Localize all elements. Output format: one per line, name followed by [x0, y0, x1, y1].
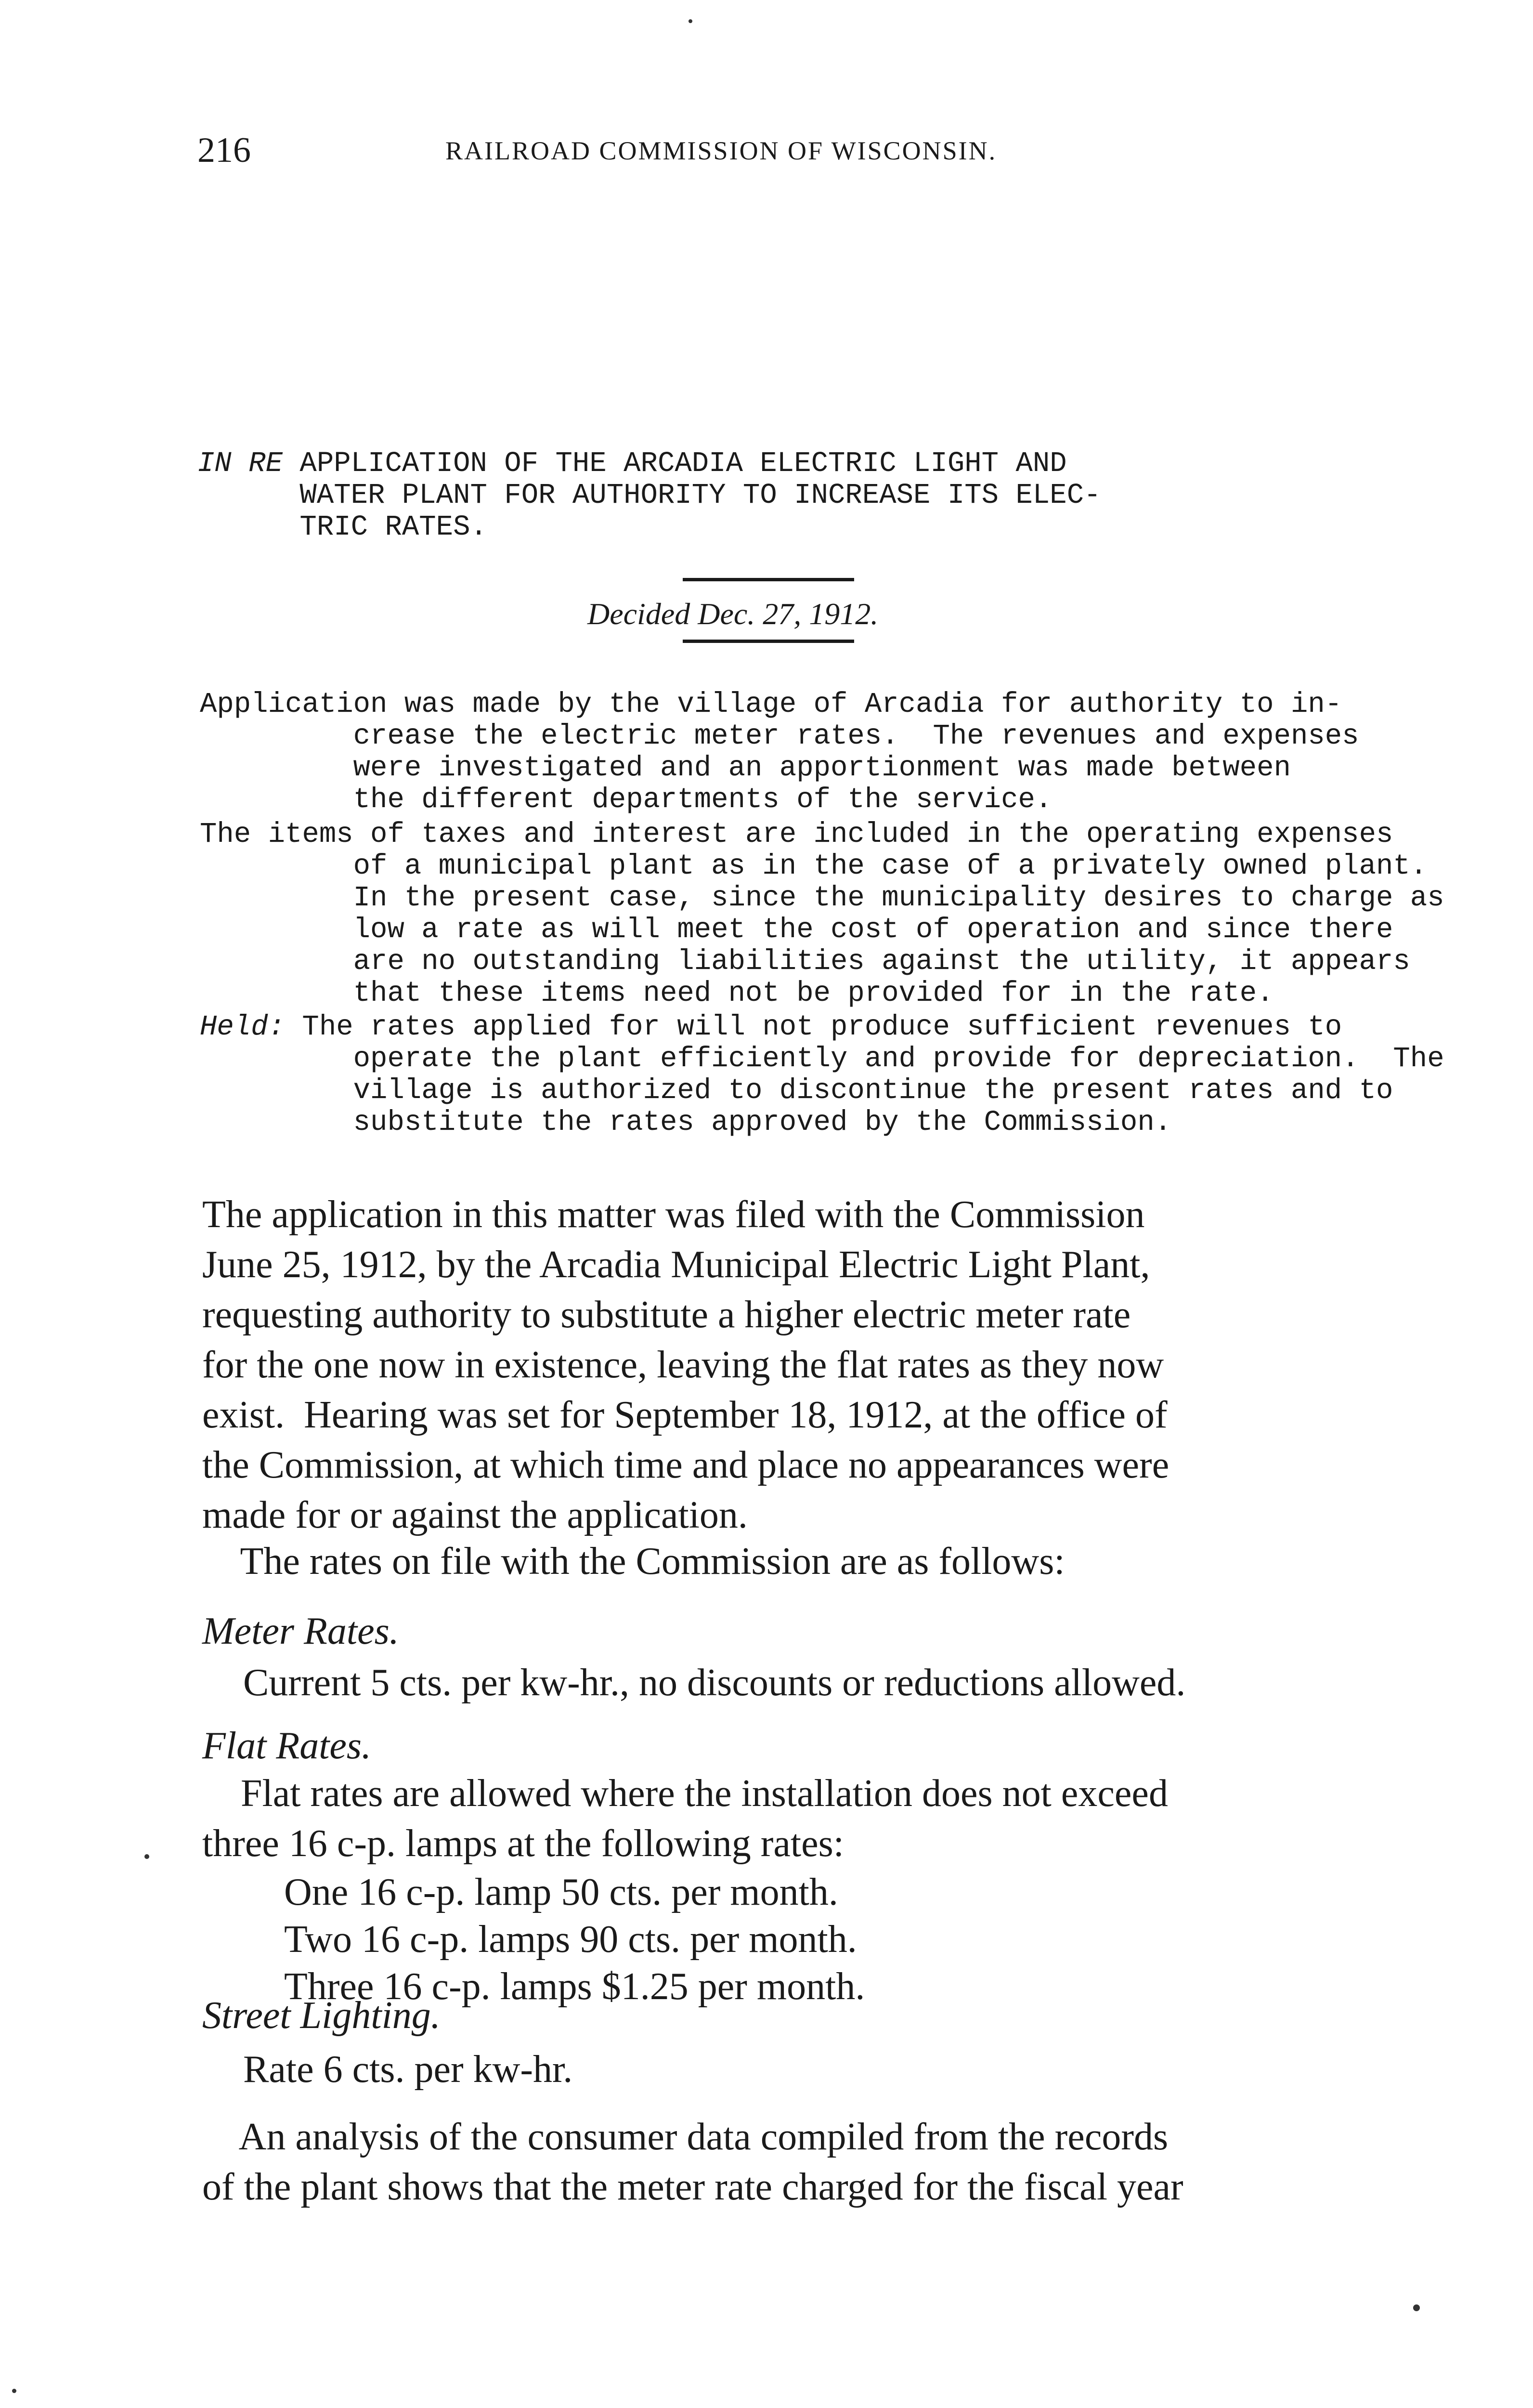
running-title: RAILROAD COMMISSION OF WISCONSIN.	[445, 136, 997, 165]
paragraph-last: An analysis of the consumer data compiled from the records of the plant shows that the meter rate charged for the fiscal year	[202, 2116, 1183, 2208]
headnote-1: Application was made by the village of Arcadia for authority to in- crease the electric meter rates. The revenues and expenses were investigated and an apportionment was made between the different departments of the service.	[200, 688, 1359, 816]
case-title-line2: WATER PLANT FOR AUTHORITY TO INCREASE ITS ELEC-	[197, 479, 1101, 511]
meter-rates-heading: Meter Rates.	[202, 1610, 399, 1652]
scan-speck	[1413, 2304, 1420, 2311]
paragraph-2: The rates on file with the Commission are as follows:	[202, 1540, 1065, 1583]
case-title-line3: TRIC RATES.	[197, 511, 487, 543]
flat-rates-intro: Flat rates are allowed where the installation does not exceed three 16 c-p. lamps at the following rates:	[202, 1772, 1168, 1865]
page-number: 216	[197, 131, 251, 170]
scan-speck	[144, 1854, 149, 1859]
street-lighting-heading: Street Lighting.	[202, 1994, 441, 2037]
case-title-line1: APPLICATION OF THE ARCADIA ELECTRIC LIGHT AND	[283, 447, 1067, 480]
meter-rate-line: Current 5 cts. per kw-hr., no discounts or reductions allowed.	[243, 1662, 1186, 1704]
street-lighting-rate: Rate 6 cts. per kw-hr.	[243, 2048, 573, 2091]
headnote-2: The items of taxes and interest are included in the operating expenses of a municipal plant as in the case of a privately owned plant. In the present case, since the municipality desires to charge as low a rate as will meet the cost of operation and since there are no outstanding liabilities against the utility, it appears that these items need not be provided for in the rate.	[200, 818, 1444, 1009]
case-title	[197, 448, 1101, 543]
rule-bottom	[683, 640, 854, 643]
flat-rates-heading: Flat Rates.	[202, 1725, 372, 1767]
headnote-3-first: The rates applied for will not produce sufficient revenues to	[285, 1011, 1342, 1043]
scan-speck	[689, 19, 692, 23]
case-title-prefix: IN RE	[197, 447, 283, 480]
flat-rates-list: One 16 c-p. lamp 50 cts. per month. Two 16 c-p. lamps 90 cts. per month. Three 16 c-p. lamps $1.25 per month.	[284, 1871, 865, 2008]
held-label: Held:	[200, 1011, 286, 1043]
scan-speck	[12, 2389, 16, 2393]
headnote-3	[200, 1011, 1444, 1139]
decided-date: Decided Dec. 27, 1912.	[587, 597, 879, 631]
rule-top	[683, 578, 854, 581]
paragraph-1: The application in this matter was filed with the Commission June 25, 1912, by the Arcadia Municipal Electric Light Plant, requesting authority to substitute a higher electric meter rate for the one now in existence, leaving the flat rates as they now exist. Hearing was set for September 18, 1912, at the office of the Commission, at which time and place no appearances were made for or against the application.	[202, 1193, 1169, 1536]
headnote-3-rest: operate the plant efficiently and provide for depreciation. The village is authorized to discontinue the present rates and to substitute the rates approved by the Commission.	[353, 1043, 1444, 1139]
